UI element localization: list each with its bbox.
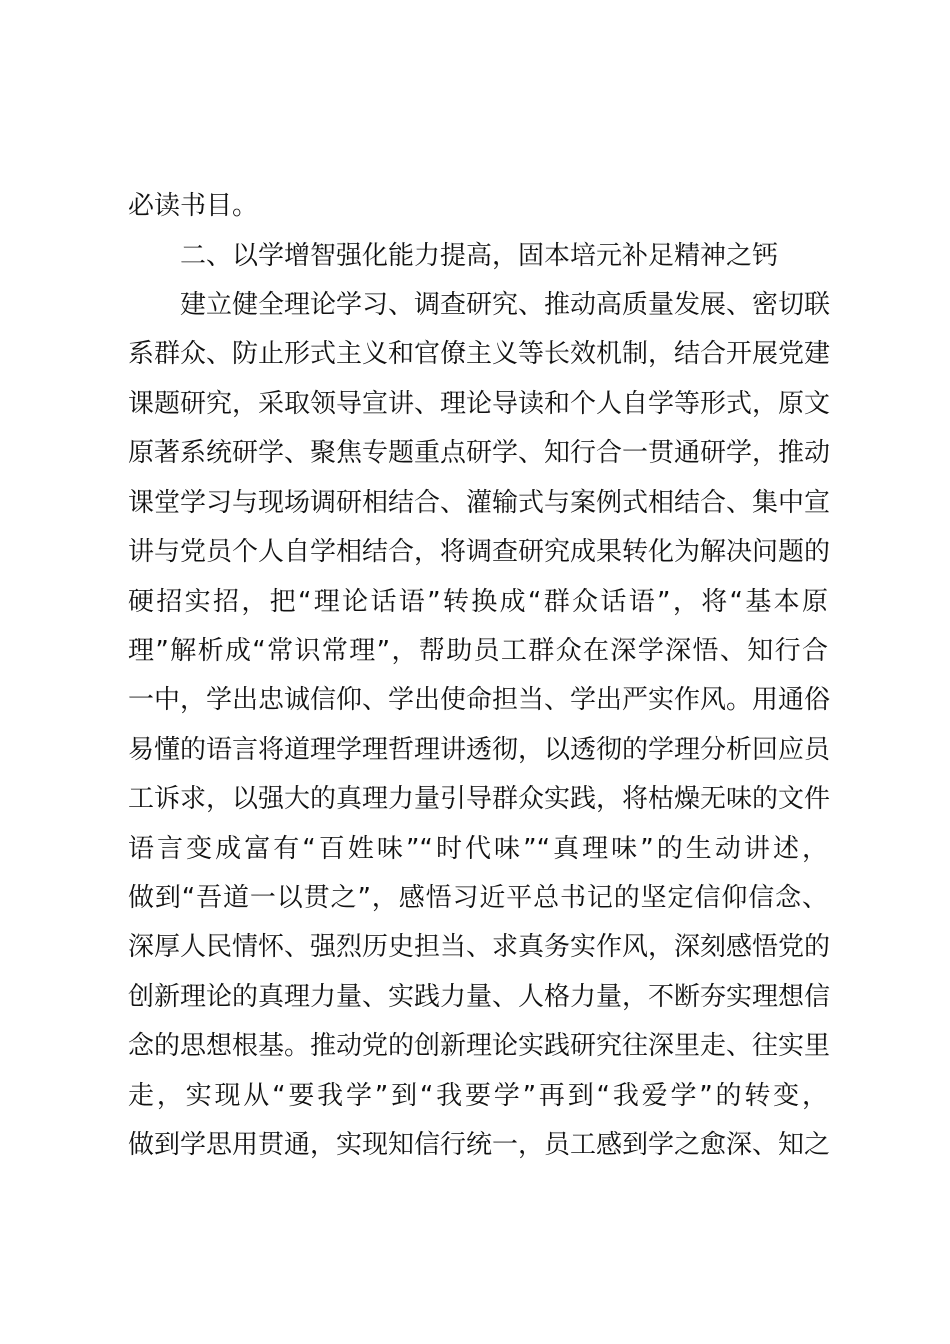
text-line: 语言变成富有“百姓味”“时代味”“真理味”的生动讲述， — [128, 834, 828, 864]
text-line: 创新理论的真理力量、实践力量、人格力量，不断夯实理想信 — [128, 982, 831, 1012]
text-line: 系群众、防止形式主义和官僚主义等长效机制，结合开展党建 — [128, 339, 831, 369]
text-line: 硬招实招，把“理论话语”转换成“群众话语”，将“基本原 — [128, 587, 828, 617]
text-line: 念的思想根基。推动党的创新理论实践研究往深里走、往实里 — [128, 1031, 831, 1061]
text-line: 易懂的语言将道理学理哲理讲透彻，以透彻的学理分析回应员 — [128, 735, 831, 765]
text-line: 做到“吾道一以贯之”，感悟习近平总书记的坚定信仰信念、 — [128, 883, 828, 913]
text-line: 必读书目。 — [128, 191, 259, 221]
text-line: 原著系统研学、聚焦专题重点研学、知行合一贯通研学，推动 — [128, 438, 831, 468]
section-heading: 二、以学增智强化能力提高，固本培元补足精神之钙 — [180, 241, 779, 271]
text-line: 一中，学出忠诚信仰、学出使命担当、学出严实作风。用通俗 — [128, 685, 831, 715]
text-line: 课题研究，采取领导宣讲、理论导读和个人自学等形式，原文 — [128, 389, 831, 419]
text-line: 建立健全理论学习、调查研究、推动高质量发展、密切联 — [180, 290, 831, 320]
text-line: 走，实现从“要我学”到“我要学”再到“我爱学”的转变， — [128, 1081, 828, 1111]
text-line: 理”解析成“常识常理”，帮助员工群众在深学深悟、知行合 — [128, 636, 828, 666]
text-line: 讲与党员个人自学相结合，将调查研究成果转化为解决问题的 — [128, 537, 831, 567]
text-line: 深厚人民情怀、强烈历史担当、求真务实作风，深刻感悟党的 — [128, 932, 831, 962]
text-line: 做到学思用贯通，实现知信行统一，员工感到学之愈深、知之 — [128, 1130, 831, 1160]
text-line: 课堂学习与现场调研相结合、灌输式与案例式相结合、集中宣 — [128, 488, 831, 518]
text-line: 工诉求，以强大的真理力量引导群众实践，将枯燥无味的文件 — [128, 784, 831, 814]
